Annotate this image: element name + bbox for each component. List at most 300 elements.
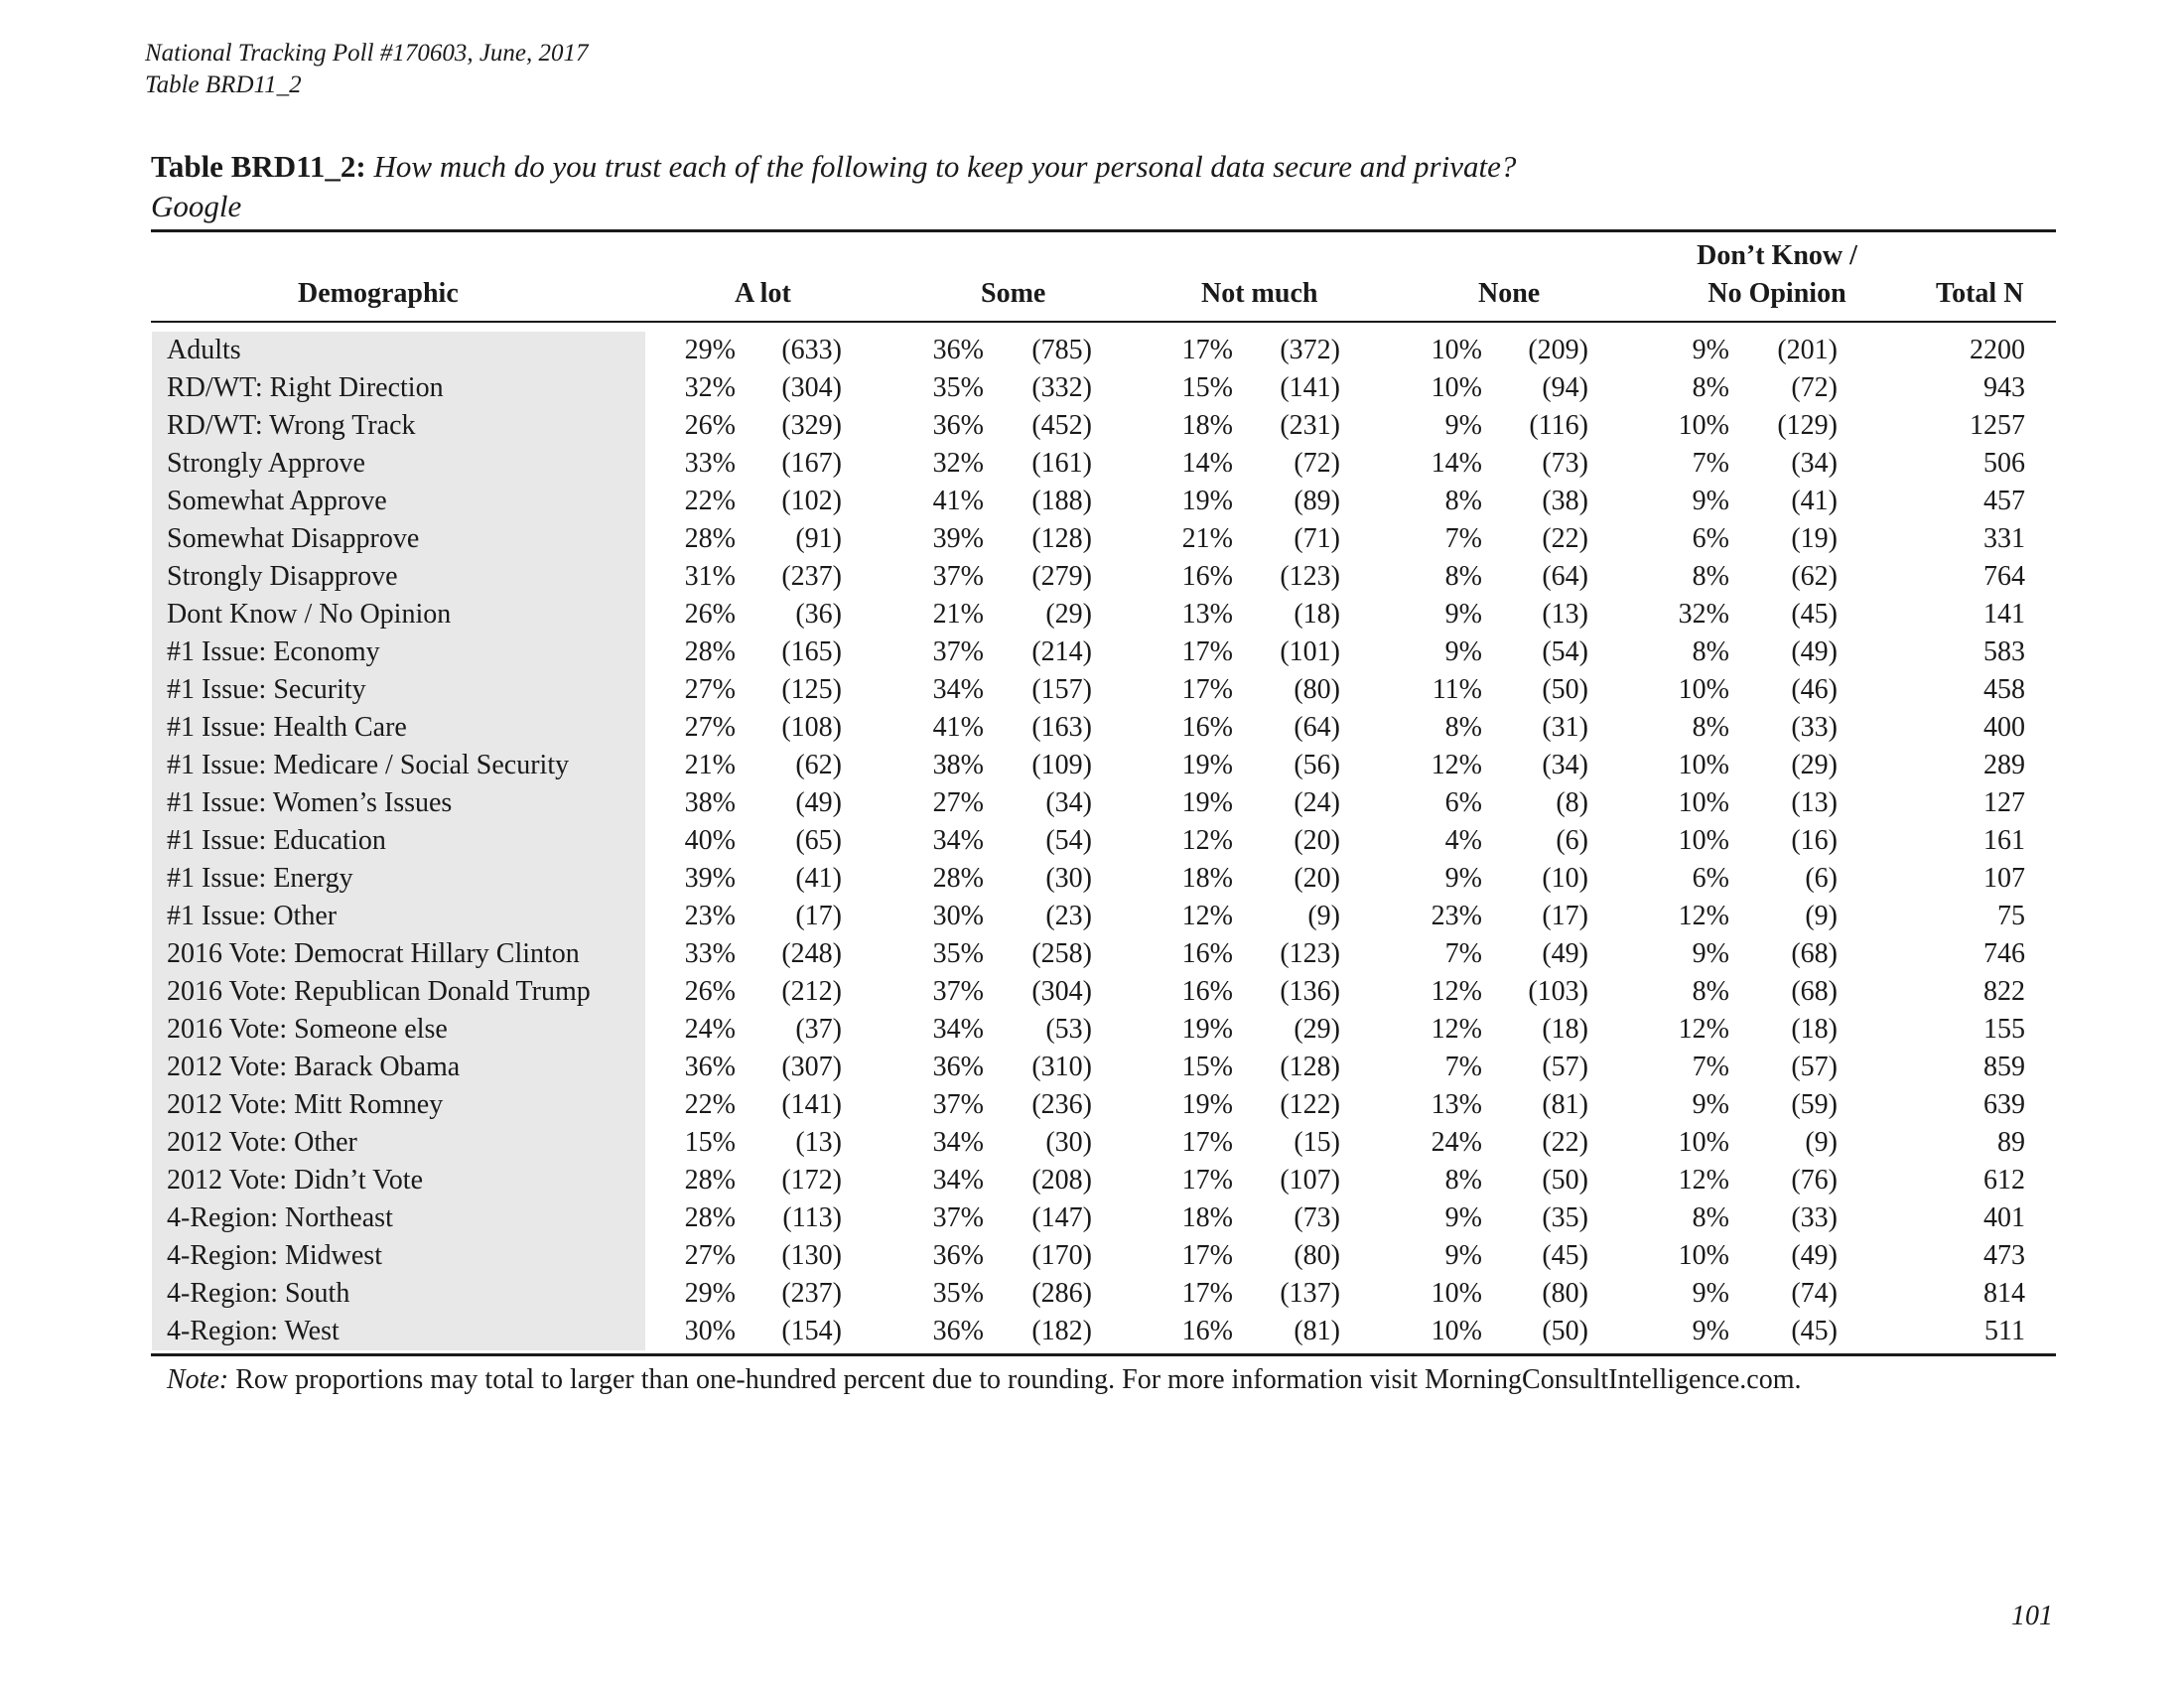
table-row	[0, 1124, 2184, 1162]
cell-none-n: (34)	[1542, 750, 1588, 780]
cell-some-n: (785)	[1031, 335, 1092, 365]
cell-total: 401	[1983, 1202, 2025, 1233]
cell-dk-pct: 10%	[1678, 1127, 1729, 1158]
cell-alot-n: (65)	[795, 825, 842, 856]
cell-alot-pct: 28%	[684, 1202, 736, 1233]
cell-dk-pct: 9%	[1692, 1278, 1729, 1309]
cell-dk-pct: 10%	[1678, 410, 1729, 441]
cell-none-pct: 9%	[1444, 599, 1482, 630]
cell-some-n: (161)	[1031, 448, 1092, 479]
cell-total: 612	[1983, 1165, 2025, 1196]
cell-dk-n: (62)	[1791, 561, 1838, 592]
cell-total: 89	[1997, 1127, 2025, 1158]
cell-none-pct: 23%	[1431, 901, 1482, 931]
cell-some-n: (332)	[1031, 372, 1092, 403]
cell-dk-pct: 10%	[1678, 825, 1729, 856]
cell-some-pct: 34%	[932, 825, 984, 856]
cell-some-n: (208)	[1031, 1165, 1092, 1196]
cell-notmuch-pct: 17%	[1181, 674, 1233, 705]
cell-none-pct: 8%	[1444, 1165, 1482, 1196]
cell-none-n: (6)	[1556, 825, 1588, 856]
cell-none-n: (57)	[1542, 1052, 1588, 1082]
row-label: RD/WT: Right Direction	[167, 372, 444, 403]
cell-notmuch-n: (107)	[1280, 1165, 1340, 1196]
table-row	[0, 1011, 2184, 1049]
cell-alot-n: (91)	[795, 523, 842, 554]
cell-dk-n: (45)	[1791, 1316, 1838, 1346]
row-label: #1 Issue: Energy	[167, 863, 353, 894]
cell-notmuch-pct: 19%	[1181, 1089, 1233, 1120]
cell-notmuch-n: (372)	[1280, 335, 1340, 365]
cell-some-pct: 36%	[932, 1316, 984, 1346]
cell-some-n: (310)	[1031, 1052, 1092, 1082]
cell-alot-pct: 32%	[684, 372, 736, 403]
caption-label: Table BRD11_2:	[151, 149, 366, 184]
cell-none-n: (209)	[1528, 335, 1588, 365]
cell-dk-n: (41)	[1791, 486, 1838, 516]
row-label: #1 Issue: Medicare / Social Security	[167, 750, 570, 780]
cell-alot-n: (13)	[795, 1127, 842, 1158]
row-label: 4-Region: Midwest	[167, 1240, 382, 1271]
cell-some-pct: 27%	[932, 787, 984, 818]
cell-notmuch-n: (141)	[1280, 372, 1340, 403]
cell-none-pct: 12%	[1431, 1014, 1482, 1045]
cell-notmuch-pct: 14%	[1181, 448, 1233, 479]
cell-some-n: (30)	[1045, 863, 1092, 894]
cell-dk-n: (33)	[1791, 1202, 1838, 1233]
column-header-some: Some	[981, 278, 1046, 309]
cell-notmuch-pct: 15%	[1181, 1052, 1233, 1082]
table-row	[0, 483, 2184, 520]
table-id: Table BRD11_2	[145, 71, 302, 98]
cell-some-pct: 34%	[932, 674, 984, 705]
cell-alot-n: (248)	[781, 938, 842, 969]
cell-alot-n: (304)	[781, 372, 842, 403]
cell-some-n: (182)	[1031, 1316, 1092, 1346]
cell-alot-pct: 23%	[684, 901, 736, 931]
cell-dk-pct: 6%	[1692, 523, 1729, 554]
cell-some-n: (258)	[1031, 938, 1092, 969]
cell-alot-n: (49)	[795, 787, 842, 818]
cell-some-pct: 37%	[932, 1089, 984, 1120]
cell-some-n: (236)	[1031, 1089, 1092, 1120]
row-label: #1 Issue: Health Care	[167, 712, 407, 743]
cell-alot-pct: 15%	[684, 1127, 736, 1158]
cell-none-pct: 12%	[1431, 976, 1482, 1007]
cell-alot-n: (237)	[781, 561, 842, 592]
table-caption	[151, 147, 2037, 226]
cell-some-pct: 35%	[932, 372, 984, 403]
cell-alot-n: (41)	[795, 863, 842, 894]
cell-none-n: (31)	[1542, 712, 1588, 743]
column-header-dontknow-line2: No Opinion	[1707, 278, 1846, 309]
cell-dk-n: (57)	[1791, 1052, 1838, 1082]
table-row	[0, 973, 2184, 1011]
cell-none-n: (45)	[1542, 1240, 1588, 1271]
row-label: 2016 Vote: Democrat Hillary Clinton	[167, 938, 580, 969]
cell-total: 400	[1983, 712, 2025, 743]
cell-notmuch-n: (56)	[1294, 750, 1340, 780]
cell-alot-pct: 26%	[684, 599, 736, 630]
row-label: 4-Region: South	[167, 1278, 350, 1309]
cell-none-n: (50)	[1542, 674, 1588, 705]
cell-dk-n: (72)	[1791, 372, 1838, 403]
cell-none-pct: 4%	[1444, 825, 1482, 856]
cell-none-n: (80)	[1542, 1278, 1588, 1309]
cell-notmuch-pct: 19%	[1181, 750, 1233, 780]
cell-none-n: (64)	[1542, 561, 1588, 592]
row-label: RD/WT: Wrong Track	[167, 410, 416, 441]
note-label: Note:	[167, 1364, 229, 1395]
cell-some-pct: 34%	[932, 1014, 984, 1045]
cell-alot-n: (102)	[781, 486, 842, 516]
cell-none-pct: 7%	[1444, 1052, 1482, 1082]
cell-dk-n: (34)	[1791, 448, 1838, 479]
cell-none-pct: 6%	[1444, 787, 1482, 818]
cell-alot-n: (113)	[782, 1202, 842, 1233]
cell-alot-pct: 36%	[684, 1052, 736, 1082]
row-label: Somewhat Approve	[167, 486, 387, 516]
cell-notmuch-n: (137)	[1280, 1278, 1340, 1309]
cell-alot-pct: 31%	[684, 561, 736, 592]
cell-alot-n: (108)	[781, 712, 842, 743]
cell-alot-n: (130)	[781, 1240, 842, 1271]
table-row	[0, 747, 2184, 784]
cell-dk-n: (45)	[1791, 599, 1838, 630]
cell-dk-pct: 12%	[1678, 901, 1729, 931]
cell-some-n: (188)	[1031, 486, 1092, 516]
cell-alot-pct: 38%	[684, 787, 736, 818]
cell-notmuch-pct: 17%	[1181, 1127, 1233, 1158]
table-row	[0, 1237, 2184, 1275]
cell-none-pct: 9%	[1444, 410, 1482, 441]
cell-some-n: (23)	[1045, 901, 1092, 931]
table-row	[0, 520, 2184, 558]
cell-some-n: (54)	[1045, 825, 1092, 856]
cell-total: 859	[1983, 1052, 2025, 1082]
cell-some-pct: 36%	[932, 1052, 984, 1082]
row-label: #1 Issue: Security	[167, 674, 366, 705]
cell-some-n: (157)	[1031, 674, 1092, 705]
cell-total: 943	[1983, 372, 2025, 403]
cell-notmuch-n: (18)	[1294, 599, 1340, 630]
table-row	[0, 1049, 2184, 1086]
cell-dk-n: (59)	[1791, 1089, 1838, 1120]
cell-notmuch-n: (80)	[1294, 1240, 1340, 1271]
cell-none-n: (22)	[1542, 523, 1588, 554]
cell-total: 473	[1983, 1240, 2025, 1271]
cell-alot-n: (17)	[795, 901, 842, 931]
cell-alot-pct: 40%	[684, 825, 736, 856]
cell-notmuch-n: (72)	[1294, 448, 1340, 479]
caption-question: How much do you trust each of the following to keep your personal data secure and private?	[373, 149, 1517, 184]
cell-total: 127	[1983, 787, 2025, 818]
cell-some-pct: 28%	[932, 863, 984, 894]
cell-notmuch-n: (80)	[1294, 674, 1340, 705]
header-rule	[151, 321, 2056, 323]
cell-dk-pct: 7%	[1692, 1052, 1729, 1082]
cell-notmuch-pct: 12%	[1181, 825, 1233, 856]
cell-some-n: (163)	[1031, 712, 1092, 743]
cell-alot-pct: 26%	[684, 976, 736, 1007]
table-row	[0, 1275, 2184, 1313]
cell-none-n: (22)	[1542, 1127, 1588, 1158]
cell-none-n: (13)	[1542, 599, 1588, 630]
cell-some-pct: 41%	[932, 712, 984, 743]
table-row	[0, 860, 2184, 898]
cell-notmuch-pct: 16%	[1181, 1316, 1233, 1346]
cell-notmuch-n: (20)	[1294, 863, 1340, 894]
cell-none-n: (49)	[1542, 938, 1588, 969]
cell-some-n: (279)	[1031, 561, 1092, 592]
cell-alot-pct: 29%	[684, 335, 736, 365]
cell-dk-pct: 8%	[1692, 976, 1729, 1007]
cell-alot-n: (125)	[781, 674, 842, 705]
cell-none-n: (94)	[1542, 372, 1588, 403]
cell-dk-pct: 8%	[1692, 712, 1729, 743]
cell-alot-pct: 29%	[684, 1278, 736, 1309]
cell-alot-n: (167)	[781, 448, 842, 479]
cell-notmuch-n: (123)	[1280, 938, 1340, 969]
cell-total: 814	[1983, 1278, 2025, 1309]
cell-dk-n: (9)	[1805, 1127, 1838, 1158]
cell-notmuch-n: (9)	[1307, 901, 1340, 931]
cell-total: 764	[1983, 561, 2025, 592]
cell-alot-n: (37)	[795, 1014, 842, 1045]
cell-total: 289	[1983, 750, 2025, 780]
cell-dk-n: (49)	[1791, 636, 1838, 667]
cell-none-pct: 8%	[1444, 561, 1482, 592]
cell-none-pct: 10%	[1431, 372, 1482, 403]
cell-alot-n: (329)	[781, 410, 842, 441]
cell-dk-pct: 8%	[1692, 636, 1729, 667]
cell-alot-pct: 27%	[684, 1240, 736, 1271]
row-label: #1 Issue: Education	[167, 825, 386, 856]
cell-dk-n: (76)	[1791, 1165, 1838, 1196]
row-label: #1 Issue: Other	[167, 901, 338, 931]
table-row	[0, 709, 2184, 747]
cell-notmuch-n: (20)	[1294, 825, 1340, 856]
cell-notmuch-pct: 17%	[1181, 1278, 1233, 1309]
cell-dk-n: (6)	[1805, 863, 1838, 894]
cell-notmuch-pct: 16%	[1181, 976, 1233, 1007]
table-note	[167, 1361, 1802, 1399]
row-label: 2012 Vote: Mitt Romney	[167, 1089, 444, 1120]
table-row	[0, 671, 2184, 709]
cell-dk-pct: 12%	[1678, 1165, 1729, 1196]
cell-notmuch-n: (101)	[1280, 636, 1340, 667]
cell-dk-pct: 7%	[1692, 448, 1729, 479]
cell-some-n: (286)	[1031, 1278, 1092, 1309]
cell-total: 506	[1983, 448, 2025, 479]
cell-notmuch-pct: 17%	[1181, 636, 1233, 667]
cell-notmuch-n: (29)	[1294, 1014, 1340, 1045]
cell-notmuch-pct: 17%	[1181, 1240, 1233, 1271]
cell-alot-pct: 39%	[684, 863, 736, 894]
cell-some-pct: 37%	[932, 976, 984, 1007]
cell-some-pct: 36%	[932, 410, 984, 441]
cell-total: 746	[1983, 938, 2025, 969]
cell-total: 155	[1983, 1014, 2025, 1045]
cell-alot-pct: 22%	[684, 1089, 736, 1120]
cell-dk-pct: 6%	[1692, 863, 1729, 894]
cell-none-n: (10)	[1542, 863, 1588, 894]
cell-total: 2200	[1970, 335, 2025, 365]
cell-notmuch-pct: 19%	[1181, 787, 1233, 818]
cell-none-pct: 13%	[1431, 1089, 1482, 1120]
cell-none-pct: 11%	[1432, 674, 1482, 705]
row-label: #1 Issue: Economy	[167, 636, 380, 667]
cell-dk-n: (19)	[1791, 523, 1838, 554]
cell-dk-pct: 9%	[1692, 1089, 1729, 1120]
table-row	[0, 935, 2184, 973]
cell-none-n: (103)	[1528, 976, 1588, 1007]
note-text: Row proportions may total to larger than one-hundred percent due to rounding. For more information visit MorningConsultIntelligence.com.	[235, 1364, 1802, 1395]
top-rule	[151, 229, 2056, 232]
cell-alot-pct: 26%	[684, 410, 736, 441]
cell-alot-n: (633)	[781, 335, 842, 365]
table-row	[0, 596, 2184, 633]
cell-notmuch-pct: 16%	[1181, 712, 1233, 743]
cell-alot-pct: 27%	[684, 674, 736, 705]
cell-none-n: (81)	[1542, 1089, 1588, 1120]
row-label: 4-Region: West	[167, 1316, 340, 1346]
cell-dk-pct: 8%	[1692, 1202, 1729, 1233]
column-header-none: None	[1478, 278, 1541, 309]
cell-some-n: (214)	[1031, 636, 1092, 667]
column-header-dontknow	[1678, 237, 1876, 313]
cell-total: 458	[1983, 674, 2025, 705]
cell-alot-n: (172)	[781, 1165, 842, 1196]
cell-none-n: (116)	[1529, 410, 1588, 441]
table-row	[0, 898, 2184, 935]
cell-none-pct: 8%	[1444, 486, 1482, 516]
cell-some-n: (128)	[1031, 523, 1092, 554]
cell-dk-pct: 10%	[1678, 674, 1729, 705]
cell-total: 141	[1983, 599, 2025, 630]
cell-notmuch-pct: 18%	[1181, 410, 1233, 441]
table-row	[0, 633, 2184, 671]
column-header-demographic: Demographic	[298, 278, 459, 309]
row-label: 2012 Vote: Barack Obama	[167, 1052, 461, 1082]
cell-none-n: (38)	[1542, 486, 1588, 516]
cell-total: 457	[1983, 486, 2025, 516]
cell-notmuch-n: (24)	[1294, 787, 1340, 818]
cell-none-n: (17)	[1542, 901, 1588, 931]
cell-some-pct: 32%	[932, 448, 984, 479]
cell-none-pct: 24%	[1431, 1127, 1482, 1158]
row-label: 2016 Vote: Republican Donald Trump	[167, 976, 591, 1007]
page-number: 101	[2011, 1601, 2053, 1631]
cell-dk-pct: 32%	[1678, 599, 1729, 630]
caption-subtitle: Google	[151, 189, 242, 223]
cell-alot-n: (307)	[781, 1052, 842, 1082]
cell-dk-n: (201)	[1777, 335, 1838, 365]
cell-dk-pct: 10%	[1678, 1240, 1729, 1271]
cell-dk-n: (49)	[1791, 1240, 1838, 1271]
cell-some-pct: 39%	[932, 523, 984, 554]
cell-alot-n: (36)	[795, 599, 842, 630]
cell-none-pct: 9%	[1444, 636, 1482, 667]
row-label: Somewhat Disapprove	[167, 523, 420, 554]
cell-some-n: (29)	[1045, 599, 1092, 630]
cell-none-n: (8)	[1556, 787, 1588, 818]
cell-notmuch-pct: 15%	[1181, 372, 1233, 403]
cell-total: 639	[1983, 1089, 2025, 1120]
table-row	[0, 332, 2184, 369]
cell-total: 75	[1997, 901, 2025, 931]
cell-some-n: (109)	[1031, 750, 1092, 780]
cell-some-pct: 36%	[932, 1240, 984, 1271]
cell-alot-n: (141)	[781, 1089, 842, 1120]
cell-dk-n: (46)	[1791, 674, 1838, 705]
cell-some-n: (170)	[1031, 1240, 1092, 1271]
cell-none-pct: 10%	[1431, 1278, 1482, 1309]
cell-none-n: (73)	[1542, 448, 1588, 479]
cell-notmuch-n: (64)	[1294, 712, 1340, 743]
cell-notmuch-n: (71)	[1294, 523, 1340, 554]
cell-total: 331	[1983, 523, 2025, 554]
row-label: #1 Issue: Women’s Issues	[167, 787, 453, 818]
cell-none-pct: 10%	[1431, 335, 1482, 365]
cell-alot-pct: 28%	[684, 636, 736, 667]
cell-notmuch-pct: 13%	[1181, 599, 1233, 630]
table-row	[0, 822, 2184, 860]
cell-none-pct: 9%	[1444, 1240, 1482, 1271]
table-row	[0, 1199, 2184, 1237]
cell-dk-pct: 8%	[1692, 561, 1729, 592]
cell-some-pct: 34%	[932, 1127, 984, 1158]
cell-notmuch-pct: 18%	[1181, 1202, 1233, 1233]
cell-total: 511	[1984, 1316, 2025, 1346]
cell-dk-n: (129)	[1777, 410, 1838, 441]
cell-total: 107	[1983, 863, 2025, 894]
cell-alot-pct: 28%	[684, 523, 736, 554]
column-header-notmuch: Not much	[1201, 278, 1318, 309]
cell-notmuch-pct: 17%	[1181, 335, 1233, 365]
cell-none-pct: 10%	[1431, 1316, 1482, 1346]
cell-dk-pct: 9%	[1692, 486, 1729, 516]
cell-some-pct: 36%	[932, 335, 984, 365]
cell-some-n: (147)	[1031, 1202, 1092, 1233]
cell-alot-pct: 24%	[684, 1014, 736, 1045]
cell-notmuch-n: (122)	[1280, 1089, 1340, 1120]
cell-total: 161	[1983, 825, 2025, 856]
cell-alot-pct: 28%	[684, 1165, 736, 1196]
cell-alot-n: (154)	[781, 1316, 842, 1346]
table-body	[0, 332, 2184, 1350]
table-row	[0, 1313, 2184, 1350]
table-row	[0, 784, 2184, 822]
cell-none-pct: 9%	[1444, 863, 1482, 894]
cell-none-n: (50)	[1542, 1316, 1588, 1346]
row-label: 2012 Vote: Other	[167, 1127, 357, 1158]
cell-some-pct: 34%	[932, 1165, 984, 1196]
cell-some-n: (34)	[1045, 787, 1092, 818]
cell-notmuch-n: (15)	[1294, 1127, 1340, 1158]
cell-notmuch-n: (81)	[1294, 1316, 1340, 1346]
cell-dk-pct: 9%	[1692, 335, 1729, 365]
cell-notmuch-n: (136)	[1280, 976, 1340, 1007]
cell-notmuch-pct: 16%	[1181, 561, 1233, 592]
row-label: 2016 Vote: Someone else	[167, 1014, 448, 1045]
row-label: 2012 Vote: Didn’t Vote	[167, 1165, 424, 1196]
cell-dk-pct: 12%	[1678, 1014, 1729, 1045]
cell-alot-pct: 27%	[684, 712, 736, 743]
cell-dk-n: (74)	[1791, 1278, 1838, 1309]
poll-title: National Tracking Poll #170603, June, 2017	[145, 40, 589, 67]
cell-notmuch-pct: 16%	[1181, 938, 1233, 969]
